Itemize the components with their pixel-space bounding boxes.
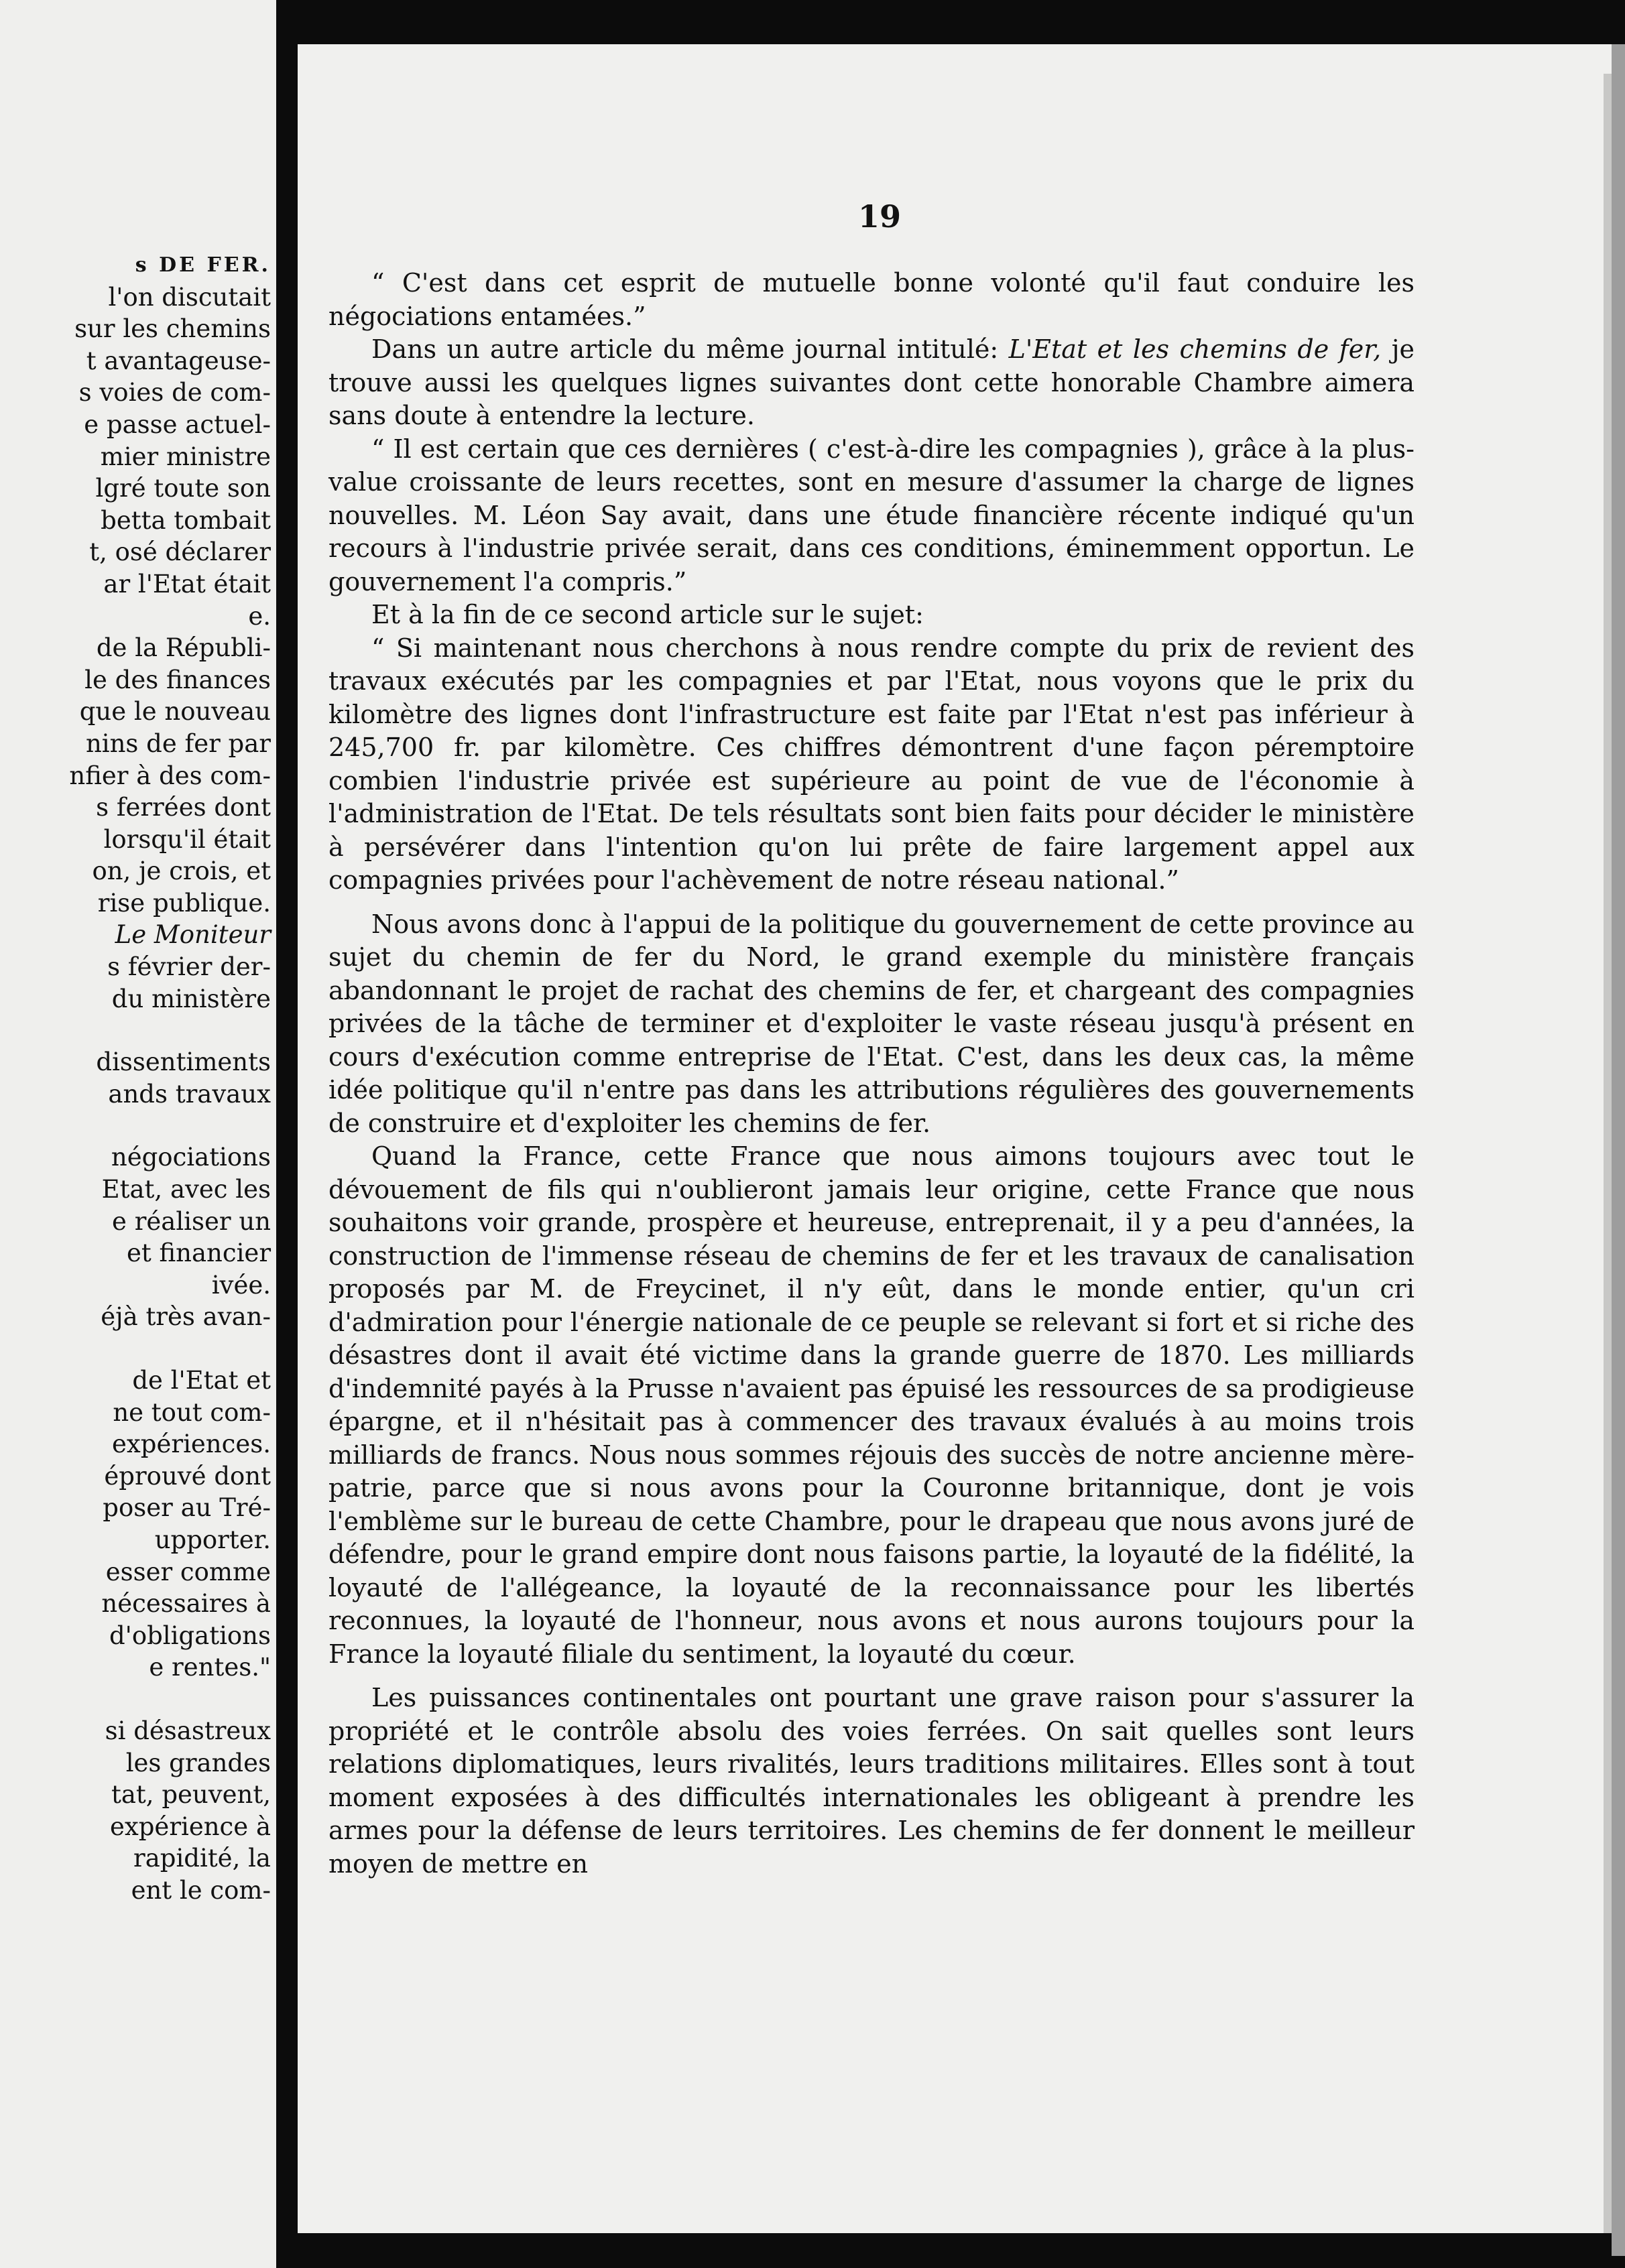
left-page-line: lgré toute son [95, 474, 271, 503]
page-number: 19 [858, 198, 902, 235]
left-page-line: e passe actuel- [84, 410, 271, 439]
left-page-line: nfier à des com- [69, 761, 271, 790]
left-page-line: le des finances [84, 665, 271, 694]
paragraph-france: Quand la France, cette France que nous aimons toujours avec tout le dévouement de fils qui n'oublieront jamais leur origine, cette France que nous souhaitons voir grande, prospère et heureuse, entreprenait, il y a peu d'années, la construction de l'immense réseau de chemins de fer et les travaux de canalisation proposés par M. de Freycinet, il n'y eût, dans le monde entier, qu'un cri d'admiration pour l'énergie nationale de ce peuple se relevant si fort et si riche des désastres dont il avait été victime dans la grande guerre de 1870. Les milliards d'indemnité payés à la Prusse n'avaient pas épuisé les ressources de sa prodigieuse épargne, et il n'hésitait pas à commencer des travaux évalués à au moins trois milliards de francs. Nous nous sommes réjouis des succès de notre ancienne mère-patrie, parce que si nous avons pour la Couronne britannique, dont je vois l'emblème sur le bureau de cette Chambre, pour le drapeau que nous avons juré de défendre, pour le grand empire dont nous faisons partie, la loyauté de la fidélité, la loyauté de l'allégeance, la loyauté de la reconnaissance pour les libertés reconnues, la loyauté de l'honneur, nous avons et nous aurons toujours pour la France la loyauté filiale du sentiment, la loyauté du cœur. [328, 1141, 1415, 1669]
left-page-line [0, 1333, 276, 1365]
left-page-line: nécessaires à [101, 1589, 271, 1619]
left-page-line: on, je crois, et [92, 857, 271, 886]
page-edge [1612, 44, 1625, 2256]
left-page-line: betta tombait [101, 505, 271, 535]
left-page-line: t, osé déclarer [89, 538, 271, 567]
left-page-heading: s DE FER. [135, 253, 271, 277]
left-page-text-column [0, 249, 276, 1907]
left-page-line: s ferrées dont [96, 793, 271, 822]
left-page-line: e réaliser un [112, 1206, 271, 1236]
left-page-line: éjà très avan- [101, 1302, 271, 1332]
left-page-line: rise publique. [97, 888, 271, 918]
left-page-line: lorsqu'il était [103, 824, 271, 854]
left-page-line: ent le com- [131, 1875, 271, 1905]
article-title: L'Etat et les chemins de fer, [1008, 334, 1382, 364]
left-page-line: nins de fer par [85, 729, 271, 758]
paragraph-quote-1: “ C'est dans cet esprit de mutuelle bonne volonté qu'il faut conduire les négociations entamées.” [328, 268, 1415, 331]
left-page-fragment [0, 0, 276, 2268]
paragraph-quote-2: “ Il est certain que ces dernières ( c'est-à-dire les compagnies ), grâce à la plus-value croissante de leurs recettes, sont en mesure d'assumer la charge de lignes nouvelles. M. Léon Say avait, dans une étude financière récente indiqué qu'un recours à l'industrie privée serait, dans ces conditions, éminemment opportun. Le gouvernement l'a compris.” [328, 434, 1415, 596]
left-page-line: ivée. [211, 1270, 271, 1300]
left-page-line: s voies de com- [78, 378, 271, 407]
left-page-line: esser comme [105, 1557, 271, 1586]
page-gutter [276, 0, 298, 2268]
left-page-line: et financier [126, 1239, 271, 1268]
left-page-line: de la Républi- [96, 633, 271, 663]
left-page-line: du ministère [111, 984, 271, 1013]
left-page-line: ar l'Etat était [103, 569, 271, 598]
left-page-line: upporter. [154, 1525, 271, 1554]
main-text [328, 267, 1415, 1881]
paragraph-article-intro: Dans un autre article du même journal intitulé: L'Etat et les chemins de fer, je trouve aussi les quelques lignes suivantes dont cette honorable Chambre aimera sans doute à entendre la lecture. [328, 334, 1415, 430]
left-page-line: poser au Tré- [103, 1493, 271, 1523]
paragraph-quote-3: “ Si maintenant nous cherchons à nous rendre compte du prix de revient des travaux exécutés par les compagnies et par l'Etat, nous voyons que le prix du kilomètre des lignes dont l'infrastructure est faite par l'Etat n'est pas inférieur à 245,700 fr. par kilomètre. Ces chiffres démontrent d'une façon péremptoire combien l'industrie privée est supérieure au point de vue de l'économie à l'administration de l'Etat. De tels résultats sont bien faits pour décider le ministère à persévérer dans l'intention qu'on lui prête de faire largement appel aux compagnies privées pour l'achèvement de notre réseau national.” [328, 633, 1415, 895]
left-page-line: e. [248, 601, 271, 631]
left-page-line: sur les chemins [74, 314, 271, 344]
left-page-line: t avantageuse- [86, 346, 271, 375]
left-page-line: expérience à [109, 1812, 271, 1841]
left-page-line: de l'Etat et [132, 1366, 271, 1395]
left-page-line: Etat, avec les [101, 1175, 271, 1204]
left-page-line: l'on discutait [108, 282, 271, 312]
left-page-line: dissentiments [96, 1048, 271, 1077]
left-page-line: ne tout com- [113, 1397, 271, 1427]
left-page-line: si désastreux [105, 1716, 271, 1745]
left-page-line: expériences. [112, 1430, 271, 1459]
left-page-line: les grandes [125, 1748, 271, 1777]
left-page-line [0, 1110, 276, 1141]
left-page-line: négociations [111, 1143, 271, 1172]
paragraph-transition: Et à la fin de ce second article sur le sujet: [371, 600, 924, 629]
left-page-line: e rentes." [149, 1653, 271, 1682]
left-page-line: mier ministre [100, 442, 271, 471]
left-page-line [0, 1684, 276, 1715]
left-page-line: s février der- [107, 952, 271, 982]
left-page-line: éprouvé dont [104, 1461, 271, 1491]
page-edge-inner [1604, 74, 1612, 2233]
left-page-line: que le nouveau [79, 697, 271, 727]
left-page-line: ands travaux [108, 1079, 271, 1109]
paragraph-continental-powers: Les puissances continentales ont pourtant une grave raison pour s'assurer la propriété et le contrôle absolu des voies ferrées. On sait quelles sont leurs relations diplomatiques, leurs rivalités, leurs traditions militaires. Elles sont à tout moment exposées à des difficultés internationales les obligeant à prendre les armes pour la défense de leurs territoires. Les chemins de fer donnent le meilleur moyen de mettre en [328, 1683, 1415, 1879]
left-page-line: rapidité, la [133, 1844, 271, 1873]
left-page-line: d'obligations [109, 1621, 271, 1650]
paragraph-argument: Nous avons donc à l'appui de la politique du gouvernement de cette province au sujet du chemin de fer du Nord, le grand exemple du ministère français abandonnant le projet de rachat des chemins de fer, et chargeant des compagnies privées de la tâche de terminer et d'exploiter le vaste réseau jusqu'à présent en cours d'exécution comme entreprise de l'Etat. C'est, dans les deux cas, la même idée politique qu'il n'entre pas dans les attributions régulières des gouvernements de construire et d'exploiter les chemins de fer. [328, 909, 1415, 1138]
left-page-line: Le Moniteur [115, 920, 271, 950]
left-page-line: tat, peuvent, [111, 1780, 271, 1810]
left-page-line [0, 1015, 276, 1046]
